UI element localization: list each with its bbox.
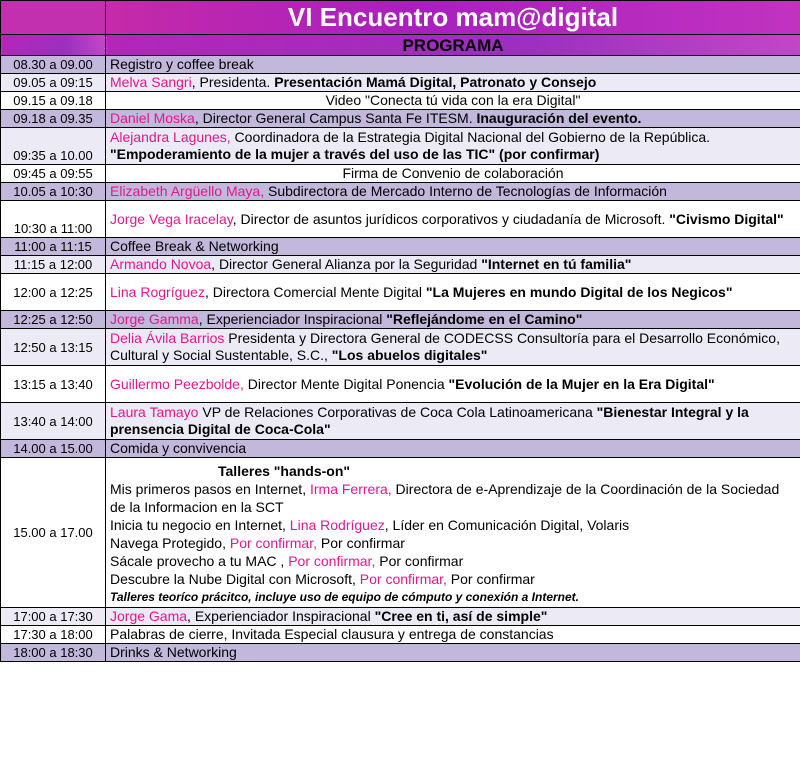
speaker-name: Armando Novoa: [110, 256, 212, 272]
speaker-role: , Directora Comercial Mente Digital: [204, 283, 426, 300]
workshops-heading: Talleres "hands-on": [218, 462, 351, 479]
activity: Firma de Convenio de colaboración: [106, 165, 800, 183]
speaker-role: , Experienciador Inspiracional: [198, 311, 387, 327]
speaker-name: Guillermo Peezbolde,: [110, 375, 244, 392]
speaker-name: Daniel Moska: [110, 110, 195, 126]
workshop-name: Navega Protegido,: [110, 534, 230, 551]
speaker-name: Irma Ferrera,: [309, 480, 392, 497]
schedule-row: [1, 329, 800, 366]
activity: [106, 366, 800, 403]
time-slot: 18:00 a 18:30: [1, 644, 106, 662]
speaker-name: Lina Rogríguez: [110, 283, 205, 300]
activity: [106, 274, 800, 311]
workshops-row: [1, 458, 800, 608]
activity: [106, 201, 800, 238]
time-slot: 09.15 a 09.18: [1, 92, 106, 110]
activity: Coffee Break & Networking: [106, 238, 800, 256]
speaker-role: , Director General Campus Santa Fe ITESM.: [194, 110, 477, 126]
subtitle-corner: [1, 35, 106, 56]
activity: [106, 74, 800, 92]
speaker-name: Lina Rodríguez: [289, 516, 385, 533]
workshop-name: Mis primeros pasos en Internet,: [110, 480, 310, 497]
speaker-name: Alejandra Lagunes,: [110, 129, 231, 145]
activity: [106, 403, 800, 440]
speaker-role: VP de Relaciones Corporativas de Coca Cola Latinoamericana: [198, 404, 597, 420]
time-slot: 09:45 a 09:55: [1, 165, 106, 183]
speaker-role: , Director General Alianza por la Seguridad: [211, 256, 482, 272]
schedule-row: [1, 274, 800, 311]
schedule-row: [1, 626, 800, 644]
speaker-role: Subdirectora de Mercado Interno de Tecnologías de Información: [264, 183, 667, 199]
schedule-row: [1, 201, 800, 238]
schedule-row: [1, 128, 800, 165]
session-title: "Cree en ti, así de simple": [374, 608, 548, 624]
speaker-name: Jorge Gama: [110, 608, 188, 624]
workshop-item: [110, 534, 796, 552]
speaker-name: Por confirmar,: [359, 570, 447, 587]
time-slot: 11:00 a 11:15: [1, 238, 106, 256]
speaker-name: Jorge Vega Iracelay: [110, 210, 233, 227]
workshop-name: Sácale provecho a tu MAC ,: [110, 552, 289, 569]
activity: [106, 256, 800, 274]
time-slot: 09:35 a 10.00: [1, 128, 106, 165]
activity: [106, 128, 800, 165]
speaker-role: , Director de asuntos jurídicos corporativos y ciudadanía de Microsoft.: [232, 210, 670, 227]
program-heading: PROGRAMA: [106, 35, 800, 56]
speaker-role: Por confirmar: [375, 552, 464, 569]
speaker-role: , Líder en Comunicación Digital, Volaris: [384, 516, 630, 533]
subtitle-row: [1, 35, 800, 56]
time-slot: 12:50 a 13:15: [1, 329, 106, 366]
workshops: [106, 458, 800, 608]
workshop-name: Descubre la Nube Digital con Microsoft,: [110, 570, 360, 587]
workshop-item: [110, 570, 796, 588]
time-slot: 10:30 a 11:00: [1, 201, 106, 238]
speaker-name: Por confirmar,: [229, 534, 317, 551]
schedule-row: [1, 256, 800, 274]
session-title: "Civismo Digital": [669, 210, 784, 227]
activity: Video "Conecta tú vida con la era Digital": [106, 92, 800, 110]
session-title: "Bienestar Integral y la prensencia Digital de Coca-Cola": [110, 404, 749, 437]
session-title: "Internet en tú familia": [481, 256, 632, 272]
time-slot: 10.05 a 10:30: [1, 183, 106, 201]
time-slot: 08.30 a 09.00: [1, 56, 106, 74]
session-title: Inauguración del evento.: [476, 110, 642, 126]
schedule-row: [1, 366, 800, 403]
speaker-name: Laura Tamayo: [110, 404, 199, 420]
time-slot: 11:15 a 12:00: [1, 256, 106, 274]
time-slot: 14.00 a 15.00: [1, 440, 106, 458]
time-slot: 17:30 a 18:00: [1, 626, 106, 644]
schedule-row: [1, 165, 800, 183]
time-slot: 12:25 a 12:50: [1, 311, 106, 329]
session-title: "Los abuelos digitales": [331, 347, 488, 363]
session-title: "Evolución de la Mujer en la Era Digital": [448, 375, 715, 392]
activity: Registro y coffee break: [106, 56, 800, 74]
schedule-row: [1, 183, 800, 201]
workshop-item: [110, 552, 796, 570]
workshop-name: Inicia tu negocio en Internet,: [110, 516, 290, 533]
speaker-role: Directora de e-Aprendizaje de la Coordinación de la Sociedad de la Informacion en la SCT: [110, 480, 780, 515]
time-slot: 13:40 a 14:00: [1, 403, 106, 440]
speaker-name: Delia Ávila Barrios: [110, 330, 225, 346]
schedule-row: [1, 608, 800, 626]
activity: [106, 329, 800, 366]
title-corner: [1, 1, 106, 35]
schedule-row: [1, 92, 800, 110]
schedule-row: [1, 74, 800, 92]
session-title: "Empoderamiento de la mujer a través del uso de las TIC" (por confirmar): [110, 146, 600, 162]
activity: [106, 311, 800, 329]
activity: [106, 183, 800, 201]
time-slot: 13:15 a 13:40: [1, 366, 106, 403]
activity: Palabras de cierre, Invitada Especial clausura y entrega de constancias: [106, 626, 800, 644]
speaker-role: Por confirmar: [317, 534, 405, 551]
activity: [106, 110, 800, 128]
schedule-row: [1, 311, 800, 329]
speaker-name: Elizabeth Argüello Maya,: [110, 183, 265, 199]
time-slot: 12:00 a 12:25: [1, 274, 106, 311]
speaker-role: Director Mente Digital Ponencia: [243, 375, 449, 392]
speaker-role: Presidenta y Directora General de CODECSS Consultoría para el Desarrollo Económico, Cultural y Social Sustentable, S.C.,: [110, 330, 780, 363]
session-title: "Reflejándome en el Camino": [386, 311, 583, 327]
workshop-item: [110, 480, 796, 516]
schedule-row: [1, 403, 800, 440]
title-row: [1, 1, 800, 35]
schedule-row: [1, 440, 800, 458]
speaker-role: , Presidenta.: [191, 74, 275, 90]
time-slot: 09.18 a 09.35: [1, 110, 106, 128]
time-slot: 15.00 a 17.00: [1, 458, 106, 608]
speaker-role: , Experienciador Inspiracional: [187, 608, 375, 624]
workshops-note: Talleres teoríco prácitco, incluye uso de equipo de cómputo y conexión a Internet.: [110, 589, 579, 604]
event-title: VI Encuentro mam@digital: [106, 1, 800, 35]
session-title: "La Mujeres en mundo Digital de los Negicos": [425, 283, 733, 300]
session-title: Presentación Mamá Digital, Patronato y Consejo: [274, 74, 597, 90]
speaker-name: Melva Sangri: [110, 74, 192, 90]
time-slot: 17:00 a 17:30: [1, 608, 106, 626]
schedule-row: [1, 110, 800, 128]
workshop-item: [110, 516, 796, 534]
schedule-row: [1, 56, 800, 74]
activity: [106, 608, 800, 626]
schedule-row: [1, 238, 800, 256]
speaker-role: Por confirmar: [446, 570, 535, 587]
speaker-name: Por confirmar,: [288, 552, 376, 569]
speaker-role: Coordinadora de la Estrategia Digital Nacional del Gobierno de la República.: [230, 129, 711, 145]
activity: Comida y convivencia: [106, 440, 800, 458]
speaker-name: Jorge Gamma: [110, 311, 199, 327]
time-slot: 09.05 a 09:15: [1, 74, 106, 92]
activity: Drinks & Networking: [106, 644, 800, 662]
schedule-row: [1, 644, 800, 662]
